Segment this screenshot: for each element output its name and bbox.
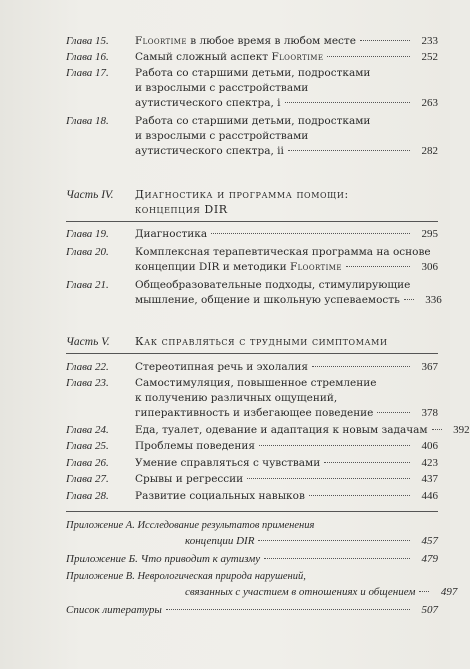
chapter-label: Глава 28. bbox=[66, 490, 109, 502]
page-number: 457 bbox=[421, 534, 438, 547]
leader-dots bbox=[404, 299, 414, 300]
appendix-title-line: Список литературы bbox=[66, 604, 162, 616]
section-divider bbox=[66, 511, 438, 512]
chapter-title-line: Работа со старшими детьми, подростками bbox=[135, 115, 371, 127]
chapter-title-line: Работа со старшими детьми, подростками bbox=[135, 67, 371, 79]
chapter-label: Глава 20. bbox=[66, 246, 109, 258]
chapter-label: Глава 17. bbox=[66, 67, 109, 79]
page-number: 437 bbox=[421, 473, 438, 485]
chapter-label: Глава 19. bbox=[66, 228, 109, 240]
chapter-label: Глава 24. bbox=[66, 424, 109, 436]
page-number: 497 bbox=[440, 585, 458, 598]
page-number: 252 bbox=[421, 51, 438, 63]
leader-dots bbox=[211, 233, 410, 234]
chapter-title-line: Комплексная терапевтическая программа на основе bbox=[135, 246, 431, 258]
chapter-title-line: и взрослыми с расстройствами bbox=[135, 81, 309, 94]
page-number: 479 bbox=[421, 553, 438, 565]
floortime-term: Floortime bbox=[135, 35, 187, 47]
page-number: 233 bbox=[421, 35, 438, 47]
chapter-label: Глава 21. bbox=[66, 279, 109, 291]
page-number: 392 bbox=[453, 424, 470, 436]
chapter-title-line: Самостимуляция, повышенное стремление bbox=[135, 377, 377, 389]
chapter-title: Срывы и регрессии bbox=[135, 473, 244, 485]
chapter-label: Глава 25. bbox=[66, 440, 109, 452]
leader-dots bbox=[309, 495, 410, 496]
leader-dots bbox=[264, 558, 410, 559]
leader-dots bbox=[288, 150, 410, 151]
appendix-title-line: Приложение В. Неврологическая природа нарушений, bbox=[66, 571, 306, 582]
toc-entry-appendix-a[interactable] bbox=[66, 519, 438, 549]
chapter-title-line: аутистического спектра, ii bbox=[135, 144, 284, 157]
page-number: 406 bbox=[421, 440, 438, 452]
leader-dots bbox=[312, 366, 410, 367]
leader-dots bbox=[285, 102, 411, 103]
floortime-term: Floortime bbox=[271, 51, 324, 63]
chapter-title: Floortime в любое время в любом месте bbox=[135, 35, 356, 47]
leader-dots bbox=[259, 445, 410, 446]
chapter-label: Глава 27. bbox=[66, 473, 109, 485]
page-number: 423 bbox=[421, 457, 438, 469]
part-label: Часть IV. bbox=[66, 189, 114, 201]
page-number: 367 bbox=[421, 361, 438, 373]
leader-dots bbox=[258, 540, 410, 541]
chapter-title: Самый сложный аспект Floortime bbox=[135, 51, 324, 63]
page-number: 446 bbox=[421, 490, 438, 502]
leader-dots bbox=[327, 56, 410, 57]
part-title-line: концепция DIR bbox=[135, 202, 228, 216]
chapter-label: Глава 23. bbox=[66, 377, 109, 389]
chapter-title-line: аутистического спектра, i bbox=[135, 96, 281, 109]
chapter-label: Глава 26. bbox=[66, 457, 109, 469]
page-number: 336 bbox=[425, 293, 442, 306]
page-number: 282 bbox=[421, 144, 438, 157]
toc-entry-appendix-c[interactable] bbox=[66, 570, 458, 600]
floortime-term: Floortime bbox=[289, 260, 342, 273]
page-number: 263 bbox=[421, 96, 438, 109]
leader-dots bbox=[166, 609, 410, 610]
chapter-label: Глава 15. bbox=[66, 35, 109, 47]
toc-entry-appendix-b[interactable] bbox=[66, 552, 438, 567]
chapter-title-line: к получению различных ощущений, bbox=[135, 391, 338, 404]
leader-dots bbox=[377, 412, 410, 413]
page-number: 306 bbox=[421, 260, 438, 273]
chapter-title: Умение справляться с чувствами bbox=[135, 457, 321, 469]
page-number: 507 bbox=[421, 604, 438, 616]
chapter-title-line: гиперактивность и избегающее поведение bbox=[135, 406, 374, 419]
chapter-label: Глава 22. bbox=[66, 361, 109, 373]
appendix-title-line: Приложение Б. Что приводит к аутизму bbox=[66, 553, 261, 565]
page-number: 295 bbox=[421, 228, 438, 240]
appendix-title-line: связанных с участием в отношениях и общением bbox=[185, 585, 416, 598]
chapter-title: Диагностика bbox=[135, 228, 208, 240]
appendix-title-line: Приложение А. Исследование результатов применения bbox=[66, 520, 315, 531]
page-number: 378 bbox=[421, 406, 438, 419]
chapter-title: Еда, туалет, одевание и адаптация к новым задачам bbox=[135, 424, 428, 436]
chapter-label: Глава 16. bbox=[66, 51, 109, 63]
chapter-label: Глава 18. bbox=[66, 115, 109, 127]
appendix-title-line: концепции DIR bbox=[185, 534, 255, 547]
section-divider bbox=[66, 353, 438, 354]
section-divider bbox=[66, 221, 438, 222]
part-label: Часть V. bbox=[66, 336, 110, 348]
chapter-title-line: концепции DIR и методики Floortime bbox=[135, 260, 342, 273]
chapter-title-line: Общеобразовательные подходы, стимулирующие bbox=[135, 279, 411, 291]
chapter-title-line: и взрослыми с расстройствами bbox=[135, 129, 309, 142]
part-title-line: Диагностика и программа помощи: bbox=[135, 188, 349, 201]
leader-dots bbox=[432, 429, 442, 430]
chapter-title: Развитие социальных навыков bbox=[135, 490, 305, 502]
chapter-title-line: мышление, общение и школьную успеваемость bbox=[135, 293, 400, 306]
leader-dots bbox=[360, 40, 410, 41]
leader-dots bbox=[247, 478, 410, 479]
leader-dots bbox=[324, 462, 410, 463]
toc-entry-bibliography[interactable] bbox=[66, 603, 438, 618]
leader-dots bbox=[419, 591, 429, 592]
chapter-title: Проблемы поведения bbox=[135, 440, 256, 452]
leader-dots bbox=[346, 266, 410, 267]
chapter-title: Стереотипная речь и эхолалия bbox=[135, 361, 308, 373]
part-title-line: Как справляться с трудными симптомами bbox=[135, 335, 388, 348]
